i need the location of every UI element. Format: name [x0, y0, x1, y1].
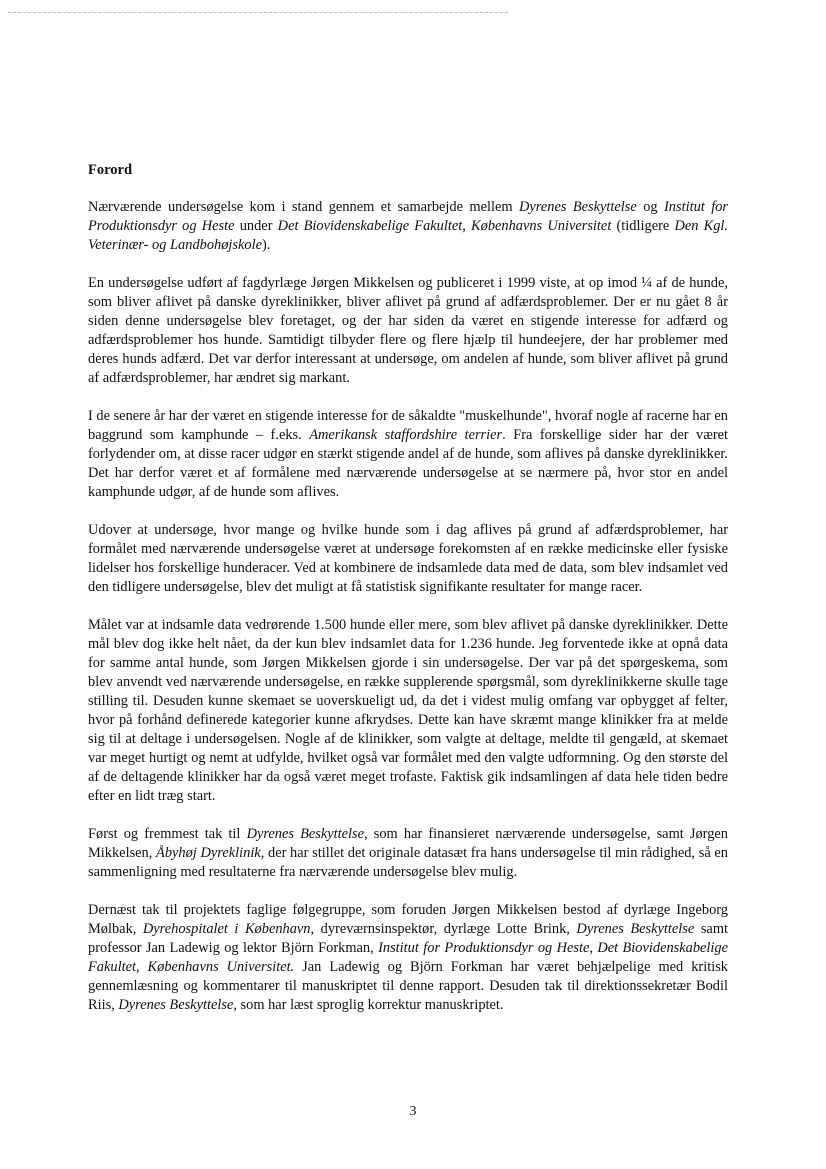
italic-text: Institut for Produktionsdyr og Heste [88, 199, 729, 234]
body-text [88, 198, 728, 1015]
italic-text: Dyrehospitalet i København [142, 921, 311, 937]
text-run: Målet var at indsamle data vedrørende 1.500 hunde eller mere, som blev aflivet på danske dyreklinikker. Dette mål blev dog ikke helt nået, da der kun blev indsamlet data for 1.236 hunde. Jeg forventede ikke at opnå data for samme antal hunde, som Jørgen Mikkelsen gjorde i sin undersøgelse. Der var på det spørgeskema, som blev anvendt ved nærværende undersøgelse, en række supplerende spørgsmål, som dyreklinikkerne skulle tage stilling til. Desuden kunne skemaet se uoverskueligt ud, da det i videst mulig omfang var opbygget af felter, hvor på forhånd definerede kategorier kunne afkrydses. Dette kan have skræmt mange klinikker fra at melde sig til at deltage i undersøgelsen. Nogle af de klinikker, som valgte at deltage, meldte til gengæld, at skemaet var meget hurtigt og nemt at udfylde, hvilket også var formålet med den valgte udformning. Og den største del af de deltagende klinikker har da også været meget trofaste. Faktisk gik indsamlingen af data hele tiden bedre efter en lidt træg start. [88, 617, 728, 804]
italic-text: Dyrenes Beskyttelse [576, 921, 695, 937]
text-run: under [234, 218, 278, 234]
italic-text: Amerikansk staffordshire terrier [309, 427, 503, 443]
text-run: , dyreværnsinspektør, dyrlæge Lotte Brink, [310, 921, 577, 937]
italic-text: Den Kgl. Veterinær- og Landbohøjskole [88, 218, 729, 253]
text-run: samt professor Jan Ladewig og lektor Björn Forkman, [88, 921, 729, 956]
paragraph [88, 616, 728, 806]
text-run: (tidligere [611, 218, 675, 234]
scan-artifact-line [8, 12, 508, 13]
text-run: En undersøgelse udført af fagdyrlæge Jørgen Mikkelsen og publiceret i 1999 viste, at op imod ¼ af de hunde, som bliver aflivet på danske dyreklinikker, bliver aflivet på grund af adfærdsproblemer. Der er nu gået 8 år siden denne undersøgelse blev foretaget, og der har siden da været en stigende interesse for adfærd og adfærdsproblemer hos hunde. Samtidigt tilbyder flere og flere hjælp til hundeejere, der har problemer med deres hunds adfærd. Det var derfor interessant at undersøge, om andelen af hunde, som bliver aflivet på grund af adfærdsproblemer, har ændret sig markant. [88, 275, 728, 386]
text-run: , som har læst sproglig korrektur manuskriptet. [233, 997, 504, 1013]
text-run: Dernæst tak til projektets faglige følgegruppe, som foruden Jørgen Mikkelsen bestod af dyrlæge Ingeborg Mølbak, [88, 902, 728, 937]
text-run: Nærværende undersøgelse kom i stand gennem et samarbejde mellem [88, 199, 520, 215]
italic-text: Institut for Produktionsdyr og Heste, Det Biovidenskabelige Fakultet, Københavns Universitet. [88, 940, 729, 975]
section-heading: Forord [88, 162, 133, 178]
text-run: I de senere år har der været en stigende interesse for de såkaldte "muskelhunde", hvoraf nogle af racerne har en baggrund som kamphunde – f.eks. [88, 408, 728, 443]
italic-text: Åbyhøj Dyreklinik [156, 845, 261, 861]
document-page [88, 160, 728, 1034]
paragraph [88, 901, 728, 1015]
text-run: . Fra forskellige sider har der været forlydender om, at disse racer udgør en stærkt stigende andel af de hunde, som aflives på danske dyreklinikker. Det har derfor været et af formålene med nærværende undersøgelse at se nærmere på, hvor stor en andel kamphunde udgør, af de hunde som aflives. [88, 427, 728, 500]
text-run: Først og fremmest tak til [88, 826, 247, 842]
italic-text: Dyrenes Beskyttelse [519, 199, 637, 215]
text-run: , der har stillet det originale datasæt fra hans undersøgelse til min rådighed, så en sammenligning med resultaterne fra nærværende undersøgelse blev mulig. [88, 845, 728, 880]
paragraph [88, 825, 728, 882]
italic-text: Dyrenes Beskyttelse [246, 826, 365, 842]
page-number: 3 [409, 1104, 417, 1119]
text-run: og [636, 199, 665, 215]
paragraph [88, 407, 728, 502]
text-run: Jan Ladewig og Björn Forkman har været behjælpelige med kritisk gennemlæsning og kommentarer til manuskriptet til denne rapport. Desuden tak til direktionssekretær Bodil Riis, [88, 959, 728, 1013]
paragraph [88, 198, 728, 255]
paragraph [88, 521, 728, 597]
text-run: Udover at undersøge, hvor mange og hvilke hunde som i dag aflives på grund af adfærdsproblemer, har formålet med nærværende undersøgelse været at undersøge forekomsten af en række medicinske eller fysiske lidelser hos forskellige hunderacer. Ved at kombinere de indsamlede data med de data, som blev indsamlet ved den tidligere undersøgelse, blev det muligt at få statistisk signifikante resultater for mange racer. [88, 522, 728, 595]
text-run: ). [262, 237, 271, 253]
italic-text: Det Biovidenskabelige Fakultet, Københavns Universitet [277, 218, 612, 234]
italic-text: Dyrenes Beskyttelse [118, 997, 234, 1013]
paragraph [88, 274, 728, 388]
text-run: , som har finansieret nærværende undersøgelse, samt Jørgen Mikkelsen, [88, 826, 728, 861]
